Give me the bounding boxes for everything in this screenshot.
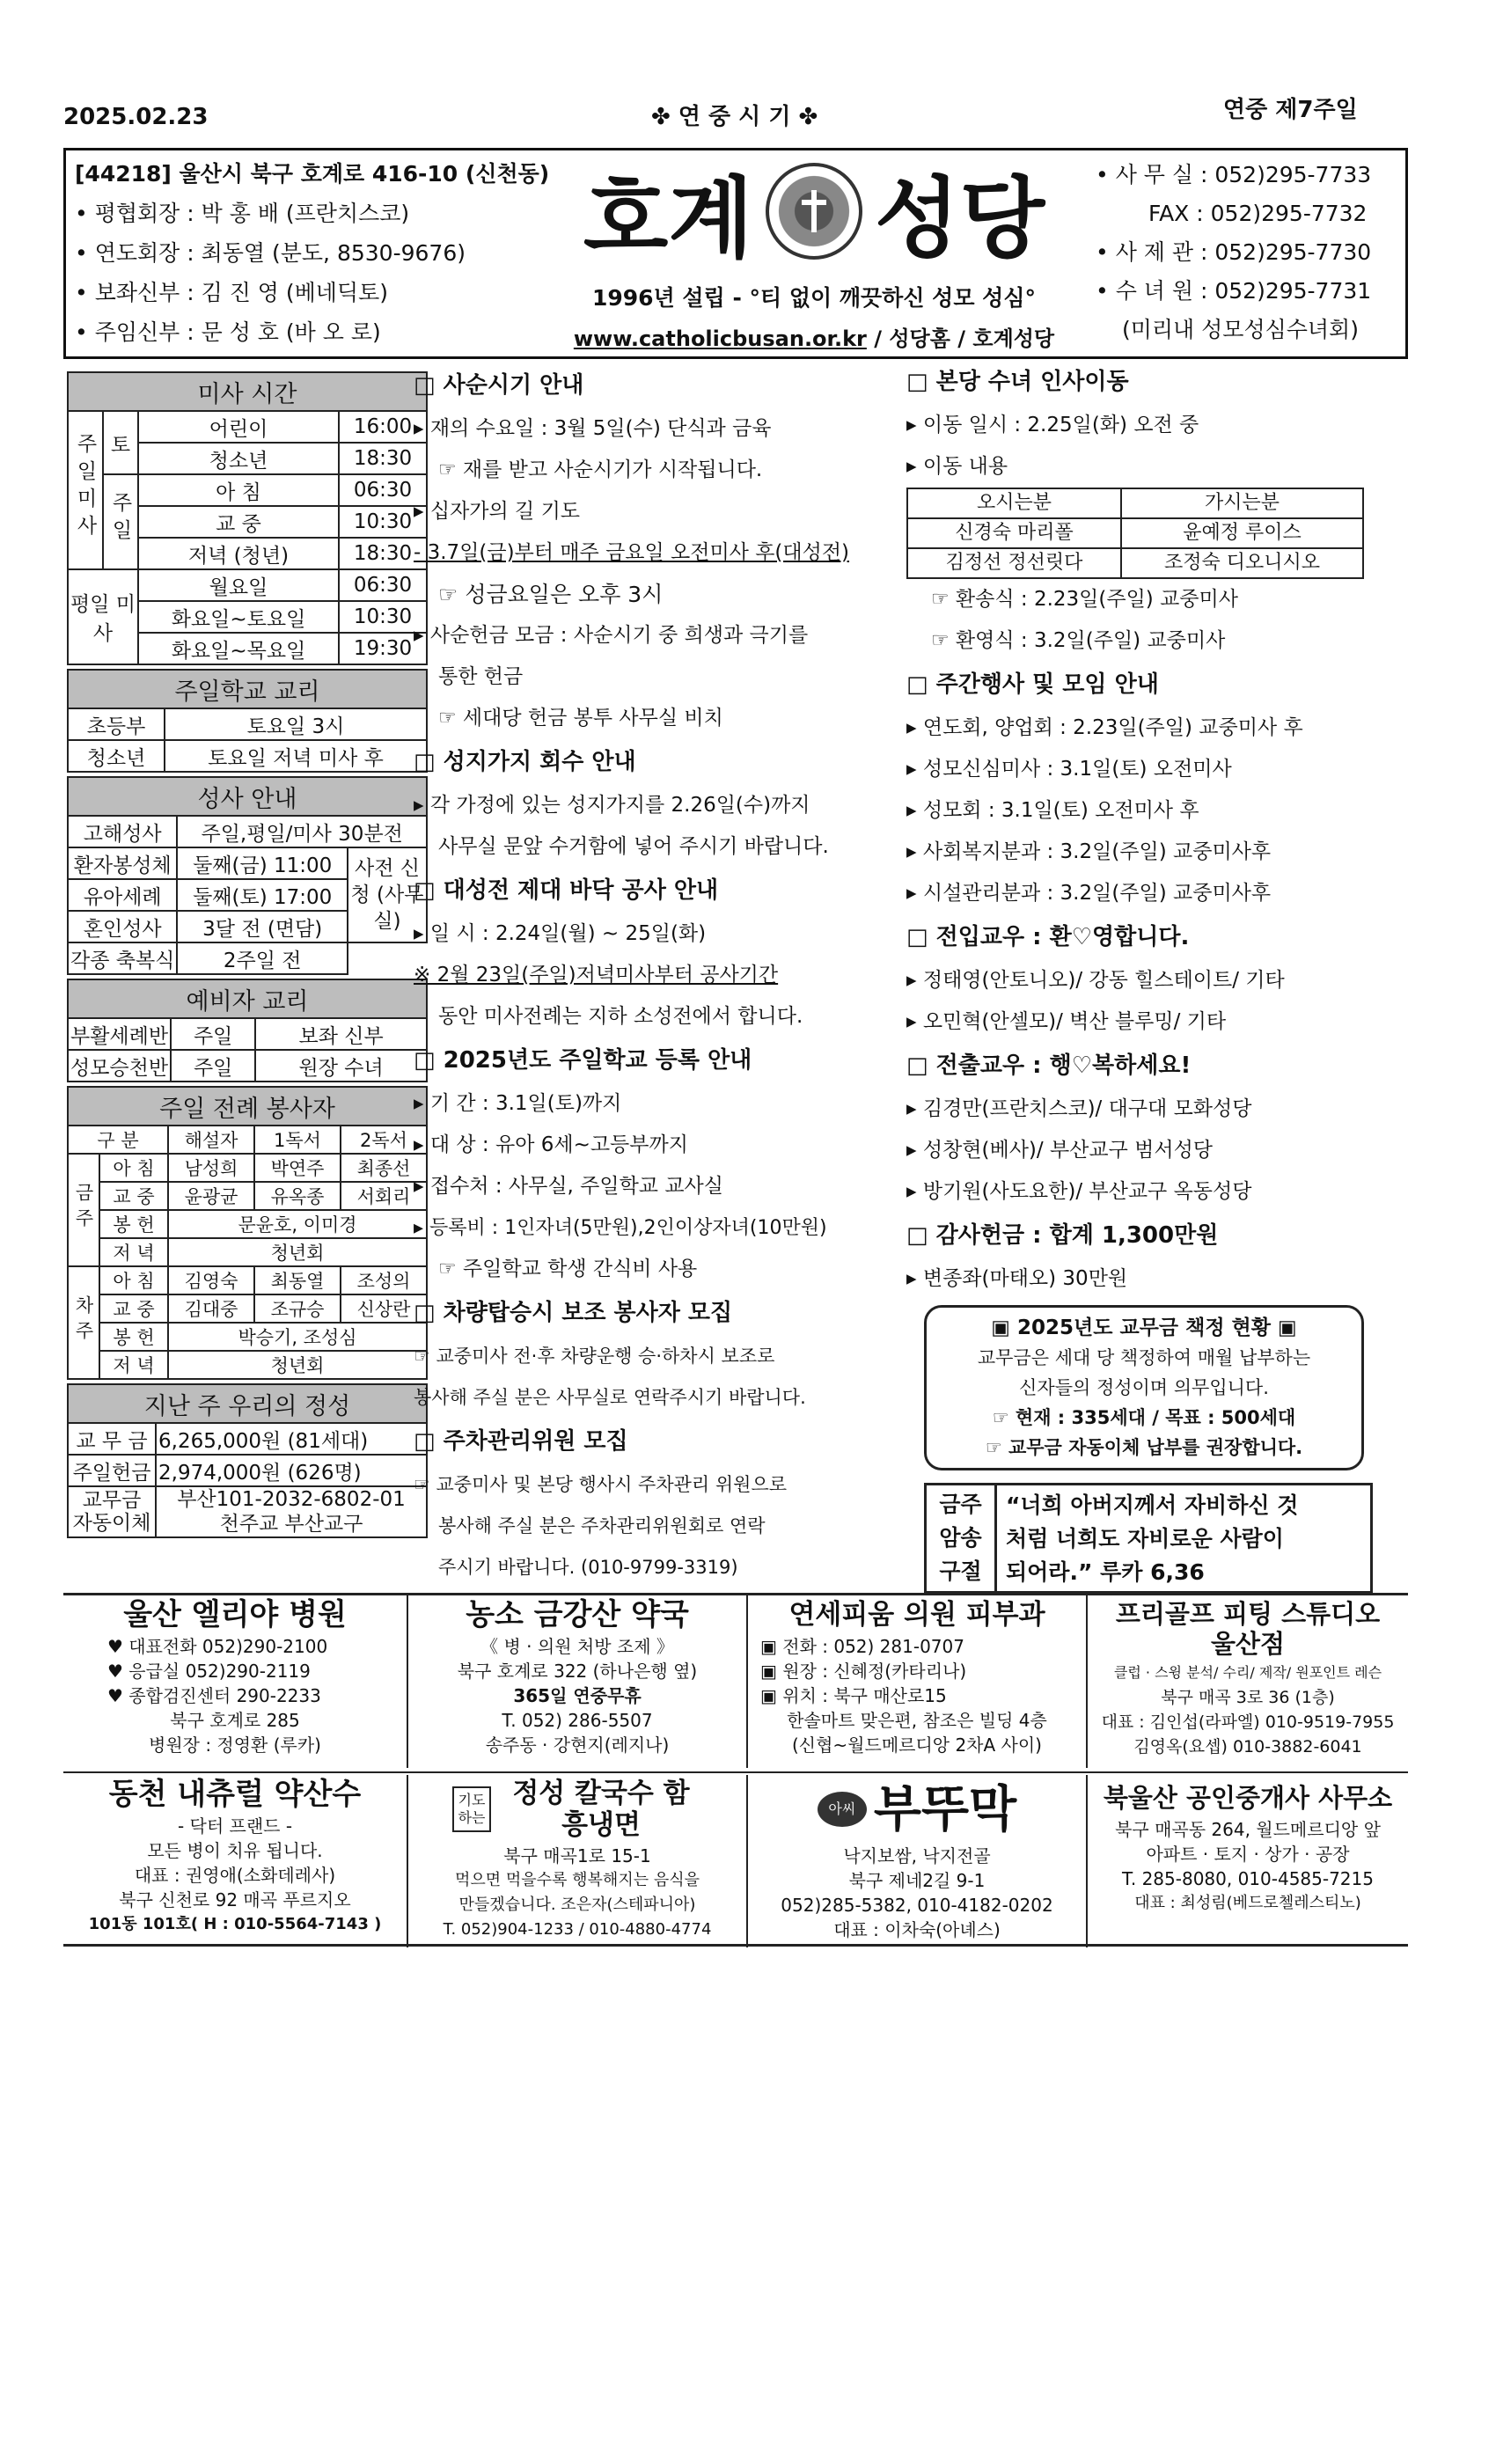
floor-line: 동안 미사전례는 지하 소성전에서 합니다. xyxy=(438,1005,803,1028)
dues-line: 교무금은 세대 당 책정하여 매월 납부하는 xyxy=(977,1347,1311,1368)
table-cell: 박승기, 조성심 xyxy=(168,1323,427,1351)
lent-line: ▸ 사순헌금 모금 : 사순시기 중 희생과 극기를 xyxy=(414,624,809,647)
weekday-mass-label: 평일 미사 xyxy=(68,569,138,664)
mass-time: 06:30 xyxy=(339,474,427,506)
verse-box xyxy=(924,1483,1373,1594)
parking-line: ☞ 교중미사 및 본당 행사시 주차관리 위원으로 xyxy=(414,1474,788,1495)
parking-line: 봉사해 주실 분은 주차관리위원회로 연락 xyxy=(438,1515,766,1536)
ad-line: 한솔마트 맞은편, 참조은 빌딩 4층 xyxy=(787,1710,1047,1731)
table-cell: 김정선 정선릿다 xyxy=(907,548,1121,578)
ad-title: 부뚜막 xyxy=(873,1780,1017,1838)
lent-line: - 3.7일(금)부터 매주 금요일 오전미사 후(대성전) xyxy=(414,541,850,564)
ad-water xyxy=(63,1775,408,1947)
floor-line: ▸ 일 시 : 2.24일(월) ~ 25일(화) xyxy=(414,922,707,945)
verse-text xyxy=(997,1485,1307,1591)
contact-line: • 수 녀 원 : 052)295-7731 xyxy=(1096,278,1372,304)
auto-transfer-label: 교무금 자동이체 xyxy=(68,1486,156,1537)
ad-line: ♥ 종합검진센터 290-2233 xyxy=(107,1685,321,1706)
events-title: □ 주간행사 및 모임 안내 xyxy=(906,671,1159,698)
ad-line: 북구 매곡동 264, 월드메르디앙 앞 xyxy=(1115,1819,1381,1840)
table-cell: 남성희 xyxy=(168,1154,254,1182)
ad-line: 대표 : 최성림(베드로첼레스티노) xyxy=(1134,1894,1361,1912)
offering-table xyxy=(67,1383,428,1538)
mass-time: 10:30 xyxy=(339,506,427,538)
mass-name: 아 침 xyxy=(138,474,339,506)
mass-name: 교 중 xyxy=(138,506,339,538)
nuns-line: ▸ 이동 내용 xyxy=(906,455,1008,478)
school-reg-line: ▸ 기 간 : 3.1일(토)까지 xyxy=(414,1092,622,1115)
ad-badge: 아씨 xyxy=(818,1792,867,1827)
ad-title: 정성 칼국수 함흥냉면 xyxy=(512,1778,690,1841)
table-head: 구 분 xyxy=(68,1126,168,1154)
table-cell: 성모승천반 xyxy=(68,1050,171,1082)
events-line: ▸ 성모신심미사 : 3.1일(토) 오전미사 xyxy=(906,758,1232,781)
lent-title: □ 사순시기 안내 xyxy=(414,372,584,399)
website-line xyxy=(541,321,1087,352)
header-left xyxy=(75,154,550,352)
mass-time: 16:00 xyxy=(339,411,427,443)
sacraments-title: 성사 안내 xyxy=(68,777,427,816)
left-column xyxy=(67,371,428,1538)
ad-line: 병원장 : 정영환 (루카) xyxy=(149,1734,321,1756)
table-cell: 아 침 xyxy=(99,1266,168,1294)
ad-line: ▣ 전화 : 052) 281-0707 xyxy=(760,1636,964,1657)
drivers-title: □ 차량탑승시 보조 봉사자 모집 xyxy=(414,1300,733,1326)
table-cell: 둘째(금) 11:00 xyxy=(177,847,348,879)
mass-name: 월요일 xyxy=(138,569,339,601)
table-cell: 서회리 xyxy=(341,1182,427,1210)
ad-title: 동천 내츄럴 약산수 xyxy=(108,1777,362,1812)
mass-time: 10:30 xyxy=(339,601,427,633)
events-line: ▸ 성모회 : 3.1일(토) 오전미사 후 xyxy=(906,799,1199,822)
ad-title: 프리골프 피팅 스튜디오 울산점 xyxy=(1115,1599,1381,1659)
nuns-line: ☞ 환영식 : 3.2일(주일) 교중미사 xyxy=(931,629,1226,652)
sacraments-table xyxy=(67,776,428,975)
table-cell: 유아세례 xyxy=(68,879,177,911)
school-reg-line: ▸ 대 상 : 유아 6세~고등부까지 xyxy=(414,1133,688,1156)
ad-line: 먹으면 먹을수록 행복해지는 음식을 xyxy=(455,1871,700,1889)
nuns-title: □ 본당 수녀 인사이동 xyxy=(906,369,1129,395)
ad-dermatology xyxy=(748,1595,1088,1768)
table-cell: 조정숙 디오니시오 xyxy=(1121,548,1363,578)
table-cell: 조성의 xyxy=(341,1266,427,1294)
school-reg-title: □ 2025년도 주일학교 등록 안내 xyxy=(414,1047,752,1074)
events-line: ▸ 시설관리분과 : 3.2일(주일) 교중미사후 xyxy=(906,882,1272,905)
servers-title: 주일 전례 봉사자 xyxy=(68,1087,427,1126)
nuns-table xyxy=(906,488,1364,579)
table-cell: 아 침 xyxy=(99,1154,168,1182)
ad-line: 대표 : 김인섭(라파엘) 010-9519-7955 xyxy=(1101,1712,1395,1732)
table-cell: 신경숙 마리폴 xyxy=(907,518,1121,548)
transfer-in-title: □ 전입교우 : 환♡영합니다. xyxy=(906,924,1190,950)
mass-name: 저녁 (청년) xyxy=(138,538,339,569)
contact-line: FAX : 052)295-7732 xyxy=(1148,201,1368,226)
church-emblem-icon xyxy=(766,163,862,260)
table-cell: 교 무 금 xyxy=(68,1423,156,1455)
ad-line: 101동 101호( H : 010-5564-7143 ) xyxy=(88,1915,382,1933)
table-cell: 문윤호, 이미경 xyxy=(168,1210,427,1238)
contact-line: • 사 무 실 : 052)295-7733 xyxy=(1096,162,1372,187)
mass-time: 19:30 xyxy=(339,633,427,664)
table-head: 2독서 xyxy=(341,1126,427,1154)
ad-line: 북구 신천로 92 매곡 푸르지오 xyxy=(119,1889,351,1910)
table-cell: 신상란 xyxy=(341,1294,427,1323)
catechumen-title: 예비자 교리 xyxy=(68,979,427,1018)
dues-line: 신자들의 정성이며 의무입니다. xyxy=(1019,1377,1269,1398)
ad-line: 송주동 · 강현지(레지나) xyxy=(485,1734,670,1756)
advance-application: 사전 신청 (사무실) xyxy=(348,847,427,942)
ad-line: T. 052) 286-5507 xyxy=(502,1710,653,1731)
nuns-line: ▸ 이동 일시 : 2.25일(화) 오전 중 xyxy=(906,414,1199,436)
sunday-school-table xyxy=(67,669,428,773)
lent-line: ☞ 성금요일은 오후 3시 xyxy=(438,582,664,607)
table-cell: 교 중 xyxy=(99,1294,168,1323)
lent-line: ☞ 재를 받고 사순시기가 시작됩니다. xyxy=(438,458,763,481)
table-head: 가시는분 xyxy=(1121,488,1363,518)
founded-line: 1996년 설립 - °티 없이 깨끗하신 성모 성심° xyxy=(592,285,1036,311)
palm-line: 사무실 문앞 수거함에 넣어 주시기 바랍니다. xyxy=(438,835,829,858)
table-cell: 청년회 xyxy=(168,1238,427,1266)
table-cell: 환자봉성체 xyxy=(68,847,177,879)
header-right xyxy=(1096,156,1404,349)
ad-line: ♥ 대표전화 052)290-2100 xyxy=(107,1636,328,1657)
ad-line: (신협~월드메르디앙 2차A 사이) xyxy=(791,1734,1042,1756)
table-cell: 윤예정 루이스 xyxy=(1121,518,1363,548)
account-holder: 천주교 부산교구 xyxy=(219,1513,363,1536)
table-cell: 청소년 xyxy=(68,740,165,772)
next-week-label: 차주 xyxy=(68,1266,99,1379)
ad-noodle xyxy=(408,1775,748,1947)
ads-section xyxy=(63,1593,1408,1947)
table-cell: 김대중 xyxy=(168,1294,254,1323)
bulletin-date: 2025.02.23 xyxy=(63,104,209,130)
mass-time: 18:30 xyxy=(339,538,427,569)
ad-line: 365일 연중무휴 xyxy=(513,1685,642,1706)
header-center xyxy=(541,154,1087,356)
palm-line: ▸ 각 가정에 있는 성지가지를 2.26일(수)까지 xyxy=(414,794,810,817)
right-column xyxy=(906,359,1408,1594)
table-cell: 청년회 xyxy=(168,1351,427,1379)
school-reg-line: ▸ 접수처 : 사무실, 주일학교 교사실 xyxy=(414,1175,723,1198)
lent-line: 통한 헌금 xyxy=(438,665,524,688)
table-cell: 주일 xyxy=(171,1018,255,1050)
ad-realestate xyxy=(1088,1775,1408,1947)
ad-header xyxy=(748,1775,1086,1844)
ad-line: 북구 매곡1로 15-1 xyxy=(503,1845,651,1866)
ad-golf xyxy=(1088,1595,1408,1768)
header-box xyxy=(63,148,1408,359)
school-reg-line: ☞ 주일학교 학생 간식비 사용 xyxy=(438,1258,698,1280)
lent-line: ☞ 세대당 헌금 봉투 사무실 비치 xyxy=(438,707,723,730)
ad-title: 농소 금강산 약국 xyxy=(466,1597,689,1632)
thanks-line: ▸ 변종좌(마태오) 30만원 xyxy=(906,1267,1128,1290)
ad-title: 북울산 공인중개사 사무소 xyxy=(1103,1783,1393,1813)
staff-line: • 연도회장 : 최동열 (분도, 8530-9676) xyxy=(75,240,466,266)
table-cell: 유옥종 xyxy=(254,1182,341,1210)
floor-title: □ 대성전 제대 바닥 공사 안내 xyxy=(414,877,719,904)
table-cell: 혼인성사 xyxy=(68,911,177,942)
table-cell: 토요일 저녁 미사 후 xyxy=(165,740,427,772)
palm-title: □ 성지가지 회수 안내 xyxy=(414,749,636,775)
dues-title: ▣ 2025년도 교무금 책정 현황 ▣ xyxy=(991,1316,1297,1339)
ad-badge: 기도 하는 xyxy=(452,1786,491,1832)
table-cell: 보좌 신부 xyxy=(255,1018,427,1050)
table-cell: 주일 xyxy=(171,1050,255,1082)
ad-line: 052)285-5382, 010-4182-0202 xyxy=(781,1895,1053,1916)
ad-line: 클럽 · 스윙 분석/ 수리/ 제작/ 원포인트 레슨 xyxy=(1113,1664,1382,1681)
table-cell: 조규승 xyxy=(254,1294,341,1323)
table-cell: 저 녁 xyxy=(99,1351,168,1379)
transfer-out-title: □ 전출교우 : 행♡복하세요! xyxy=(906,1052,1192,1079)
table-cell: 각종 축복식 xyxy=(68,942,177,974)
table-cell: 둘째(토) 17:00 xyxy=(177,879,348,911)
saturday-label: 토 xyxy=(103,411,138,474)
table-cell: 저 녁 xyxy=(99,1238,168,1266)
contact-line: • 사 제 관 : 052)295-7730 xyxy=(1096,239,1372,265)
transfer-in-line: ▸ 오민혁(안셀모)/ 벽산 블루밍/ 기타 xyxy=(906,1010,1227,1033)
verse-line: “너희 아버지께서 자비하신 것 xyxy=(1006,1492,1299,1518)
ad-line: 북구 호계로 322 (하나은행 옆) xyxy=(457,1661,698,1682)
table-cell: 윤광균 xyxy=(168,1182,254,1210)
ad-restaurant xyxy=(748,1775,1088,1947)
parking-line: 주시기 바랍니다. (010-9799-3319) xyxy=(438,1557,738,1578)
table-cell: 토요일 3시 xyxy=(165,708,427,740)
events-line: ▸ 사회복지분과 : 3.2일(주일) 교중미사후 xyxy=(906,840,1272,863)
ad-title: 연세피움 의원 피부과 xyxy=(788,1599,1045,1631)
ad-line: T. 285-8080, 010-4585-7215 xyxy=(1122,1868,1374,1889)
verse-line: 되어라.” 루카 6,36 xyxy=(1006,1559,1205,1585)
staff-line: • 평협회장 : 박 홍 배 (프란치스코) xyxy=(75,201,410,226)
mass-name: 화요일~토요일 xyxy=(138,601,339,633)
offering-title: 지난 주 우리의 정성 xyxy=(68,1384,427,1423)
table-cell: 고해성사 xyxy=(68,816,177,847)
mass-name: 청소년 xyxy=(138,443,339,474)
floor-line: ※ 2월 23일(주일)저녁미사부터 공사기간 xyxy=(414,964,779,986)
ad-line: 만들겠습니다. 조은자(스테파니아) xyxy=(458,1896,696,1914)
this-week-label: 금주 xyxy=(68,1154,99,1266)
church-name-left: 호계 xyxy=(583,166,753,270)
transfer-out-line: ▸ 김경만(프란치스코)/ 대구대 모화성당 xyxy=(906,1097,1252,1120)
liturgical-season: ✤ 연 중 시 기 ✤ xyxy=(651,104,818,130)
ad-line: ♥ 응급실 052)290-2119 xyxy=(107,1661,311,1682)
mass-table xyxy=(67,371,428,665)
dues-box xyxy=(924,1305,1364,1470)
staff-line: • 주임신부 : 문 성 호 (바 오 로) xyxy=(75,319,381,345)
table-cell: 2주일 전 xyxy=(177,942,348,974)
sunday-mass-label: 주일미사 xyxy=(68,411,103,569)
table-cell: 최종선 xyxy=(341,1154,427,1182)
mass-time: 18:30 xyxy=(339,443,427,474)
table-cell: 3달 전 (면담) xyxy=(177,911,348,942)
staff-line: • 보좌신부 : 김 진 영 (베네딕토) xyxy=(75,280,389,305)
table-cell: 최동열 xyxy=(254,1266,341,1294)
table-cell: 6,265,000원 (81세대) xyxy=(156,1423,427,1455)
thanks-title: □ 감사헌금 : 합계 1,300만원 xyxy=(906,1222,1219,1249)
sunday-school-title: 주일학교 교리 xyxy=(68,670,427,708)
nuns-line: ☞ 환송식 : 2.23일(주일) 교중미사 xyxy=(931,588,1238,611)
ad-line: 모든 병이 치유 됩니다. xyxy=(147,1840,323,1861)
website-link[interactable]: www.catholicbusan.or.kr xyxy=(573,326,867,351)
ad-line: T. 052)904-1233 / 010-4880-4774 xyxy=(443,1920,712,1939)
dues-line: ☞ 교무금 자동이체 납부를 권장합니다. xyxy=(985,1437,1303,1458)
servers-table xyxy=(67,1086,428,1380)
sunday-label: 주일 xyxy=(103,474,138,569)
table-cell: 부활세례반 xyxy=(68,1018,171,1050)
contact-line: (미리내 성모성심수녀회) xyxy=(1122,317,1359,342)
ad-line: 대표 : 이차숙(아녜스) xyxy=(833,1919,1001,1940)
mass-name: 어린이 xyxy=(138,411,339,443)
lent-line: ▸ 재의 수요일 : 3월 5일(수) 단식과 금육 xyxy=(414,417,772,440)
table-cell: 봉 헌 xyxy=(99,1210,168,1238)
drivers-line: ☞ 교중미사 전·후 차량운행 승·하차시 보조로 xyxy=(414,1346,775,1367)
table-cell: 주일,평일/미사 30분전 xyxy=(177,816,427,847)
ad-line: 북구 매곡 3로 36 (1층) xyxy=(1161,1688,1335,1707)
table-cell: 김영숙 xyxy=(168,1266,254,1294)
lent-line: ▸ 십자가의 길 기도 xyxy=(414,500,581,523)
table-cell: 박연주 xyxy=(254,1154,341,1182)
church-name-right: 성당 xyxy=(875,166,1045,270)
catechumen-table xyxy=(67,979,428,1082)
table-cell: 2,974,000원 (626명) xyxy=(156,1455,427,1486)
church-name xyxy=(559,154,1069,268)
ad-pharmacy xyxy=(408,1595,748,1768)
dues-line: ☞ 현재 : 335세대 / 목표 : 500세대 xyxy=(992,1407,1296,1428)
table-cell: 교 중 xyxy=(99,1182,168,1210)
ad-line: 김영옥(요셉) 010-3882-6041 xyxy=(1133,1737,1362,1756)
mass-title: 미사 시간 xyxy=(68,372,427,411)
verse-label: 금주 암송 구절 xyxy=(927,1485,997,1591)
table-cell: 주일헌금 xyxy=(68,1455,156,1486)
ads-divider xyxy=(63,1771,1408,1773)
ad-line: 대표 : 권영애(소화데레사) xyxy=(134,1865,336,1886)
ad-line: 아파트 · 토지 · 상가 · 공장 xyxy=(1146,1844,1350,1865)
table-cell: 초등부 xyxy=(68,708,165,740)
address: [44218] 울산시 북구 호계로 416-10 (신천동) xyxy=(75,161,550,187)
table-cell: 원장 수녀 xyxy=(255,1050,427,1082)
ad-line: 북구 제네2길 9-1 xyxy=(848,1870,986,1891)
table-head: 1독서 xyxy=(254,1126,341,1154)
drivers-line: 봉사해 주실 분은 사무실로 연락주시기 바랍니다. xyxy=(414,1387,806,1408)
parking-title: □ 주차관리위원 모집 xyxy=(414,1428,628,1455)
account-number: 부산101-2032-6802-01 xyxy=(177,1488,406,1511)
school-reg-line: ▸ 등록비 : 1인자녀(5만원),2인이상자녀(10만원) xyxy=(414,1217,827,1239)
table-cell: 봉 헌 xyxy=(99,1323,168,1351)
transfer-out-line: ▸ 성창현(베사)/ 부산교구 범서성당 xyxy=(906,1139,1214,1162)
ad-line: ▣ 원장 : 신혜정(카타리나) xyxy=(760,1661,967,1682)
ad-line: 북구 호계로 285 xyxy=(170,1710,300,1731)
website-path: / 성당홈 / 호계성당 xyxy=(866,326,1055,351)
mass-name: 화요일~목요일 xyxy=(138,633,339,664)
ad-header xyxy=(408,1775,746,1844)
liturgical-week: 연중 제7주일 xyxy=(1223,97,1358,123)
table-head: 오시는분 xyxy=(907,488,1121,518)
ad-line: - 닥터 프랜드 - xyxy=(177,1815,293,1837)
ad-line: 《 병 · 의원 처방 조제 》 xyxy=(480,1636,674,1657)
transfer-out-line: ▸ 방기원(사도요한)/ 부산교구 옥동성당 xyxy=(906,1180,1252,1203)
ad-line: ▣ 위치 : 북구 매산로15 xyxy=(760,1685,947,1706)
middle-column xyxy=(414,363,906,1588)
transfer-in-line: ▸ 정태영(안토니오)/ 강동 힐스테이트/ 기타 xyxy=(906,969,1285,992)
verse-line: 처럼 너희도 자비로운 사람이 xyxy=(1006,1526,1284,1551)
ad-line: 낙지보쌈, 낙지전골 xyxy=(843,1845,991,1866)
ad-title: 울산 엘리야 병원 xyxy=(123,1597,347,1632)
mass-time: 06:30 xyxy=(339,569,427,601)
events-line: ▸ 연도회, 양업회 : 2.23일(주일) 교중미사 후 xyxy=(906,716,1303,739)
ad-hospital xyxy=(63,1595,408,1768)
table-head: 해설자 xyxy=(168,1126,254,1154)
